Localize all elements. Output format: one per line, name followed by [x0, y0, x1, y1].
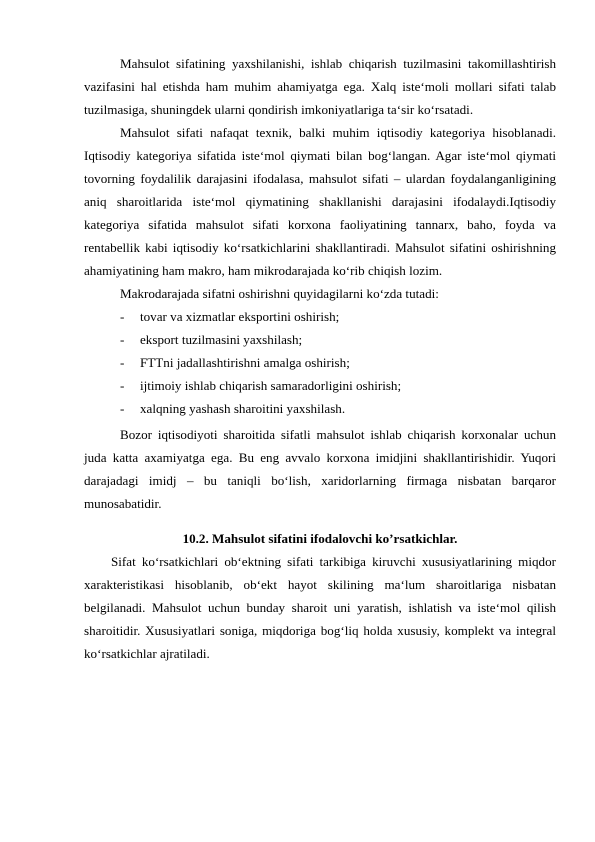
list-item: [84, 374, 556, 397]
list-dash: -: [120, 355, 125, 370]
list-item: [84, 397, 556, 420]
list-dash: -: [120, 309, 125, 324]
list-item: [84, 328, 556, 351]
section-heading: 10.2. Mahsulot sifatini ifodalovchi ko’rsatkichlar.: [182, 531, 458, 546]
list-item-text: xalqning yashash sharoitini yaxshilash.: [140, 401, 346, 416]
list-dash: -: [120, 401, 125, 416]
list-item: [84, 351, 556, 374]
list-dash: -: [120, 378, 125, 393]
list-item-text: FTTni jadallashtirishni amalga oshirish;: [140, 355, 350, 370]
document-page: [84, 52, 556, 665]
paragraph-product-quality-structure: Mahsulot sifatining yaxshilanishi, ishlab chiqarish tuzilmasini takomillashtirish vazifasini hal etishda ham muhim ahamiyatga ega. Xalq iste‘moli mollari sifati talab tuzilmasiga, shuningdek ularni qondirish imkoniyatlariga ta‘sir ko‘rsatadi.: [84, 56, 556, 117]
list-intro: Makrodarajada sifatni oshirishni quyidagilarni ko‘zda tutadi:: [120, 286, 439, 301]
list-item-text: eksport tuzilmasini yaxshilash;: [140, 332, 303, 347]
list-item-text: tovar va xizmatlar eksportini oshirish;: [140, 309, 340, 324]
list-item-text: ijtimoiy ishlab chiqarish samaradorligini oshirish;: [140, 378, 402, 393]
paragraph-economic-category: Mahsulot sifati nafaqat texnik, balki muhim iqtisodiy kategoriya hisoblanadi. Iqtisodiy kategoriya sifatida iste‘mol qiymati bilan bog‘langan. Agar iste‘mol qiymati tovorning foydalilik darajasini ifodalasa, mahsulot sifati – ulardan foydalanganligining aniq sharoitlarida iste‘mol qiymatining shakllanishi darajasini ifodalaydi.Iqtisodiy kategoriya sifatida mahsulot sifati korxona faoliyatining tannarx, baho, foyda va rentabellik kabi iqtisodiy ko‘rsatkichlarini shakllantiradi. Mahsulot sifatini oshirishning ahamiyatining ham makro, ham mikrodarajada ko‘rib chiqish lozim.: [84, 125, 556, 278]
list-item: [84, 305, 556, 328]
macro-level-list: [84, 305, 556, 420]
spacer: [84, 515, 556, 527]
list-dash: -: [120, 332, 125, 347]
paragraph-quality-indicators: Sifat ko‘rsatkichlari ob‘ektning sifati tarkibiga kiruvchi xususiyatlarining miqdor xarakteristikasi hisoblanib, ob‘ekt hayot skilining ma‘lum sharoitlariga nisbatan belgilanadi. Mahsulot uchun bunday sharoit uni yaratish, ishlatish va iste‘mol qilish sharoitidir. Xususiyatlari soniga, miqdoriga bog‘liq holda xususiy, komplekt va integral ko‘rsatkichlar ajratiladi.: [84, 554, 556, 661]
paragraph-market-economy: Bozor iqtisodiyoti sharoitida sifatli mahsulot ishlab chiqarish korxonalar uchun juda katta axamiyatga ega. Bu eng avvalo korxona imidjini shakllantirishidir. Yuqori darajadagi imidj – bu taniqli bo‘lish, xaridorlarning firmaga nisbatan barqaror munosabatidir.: [84, 427, 556, 511]
